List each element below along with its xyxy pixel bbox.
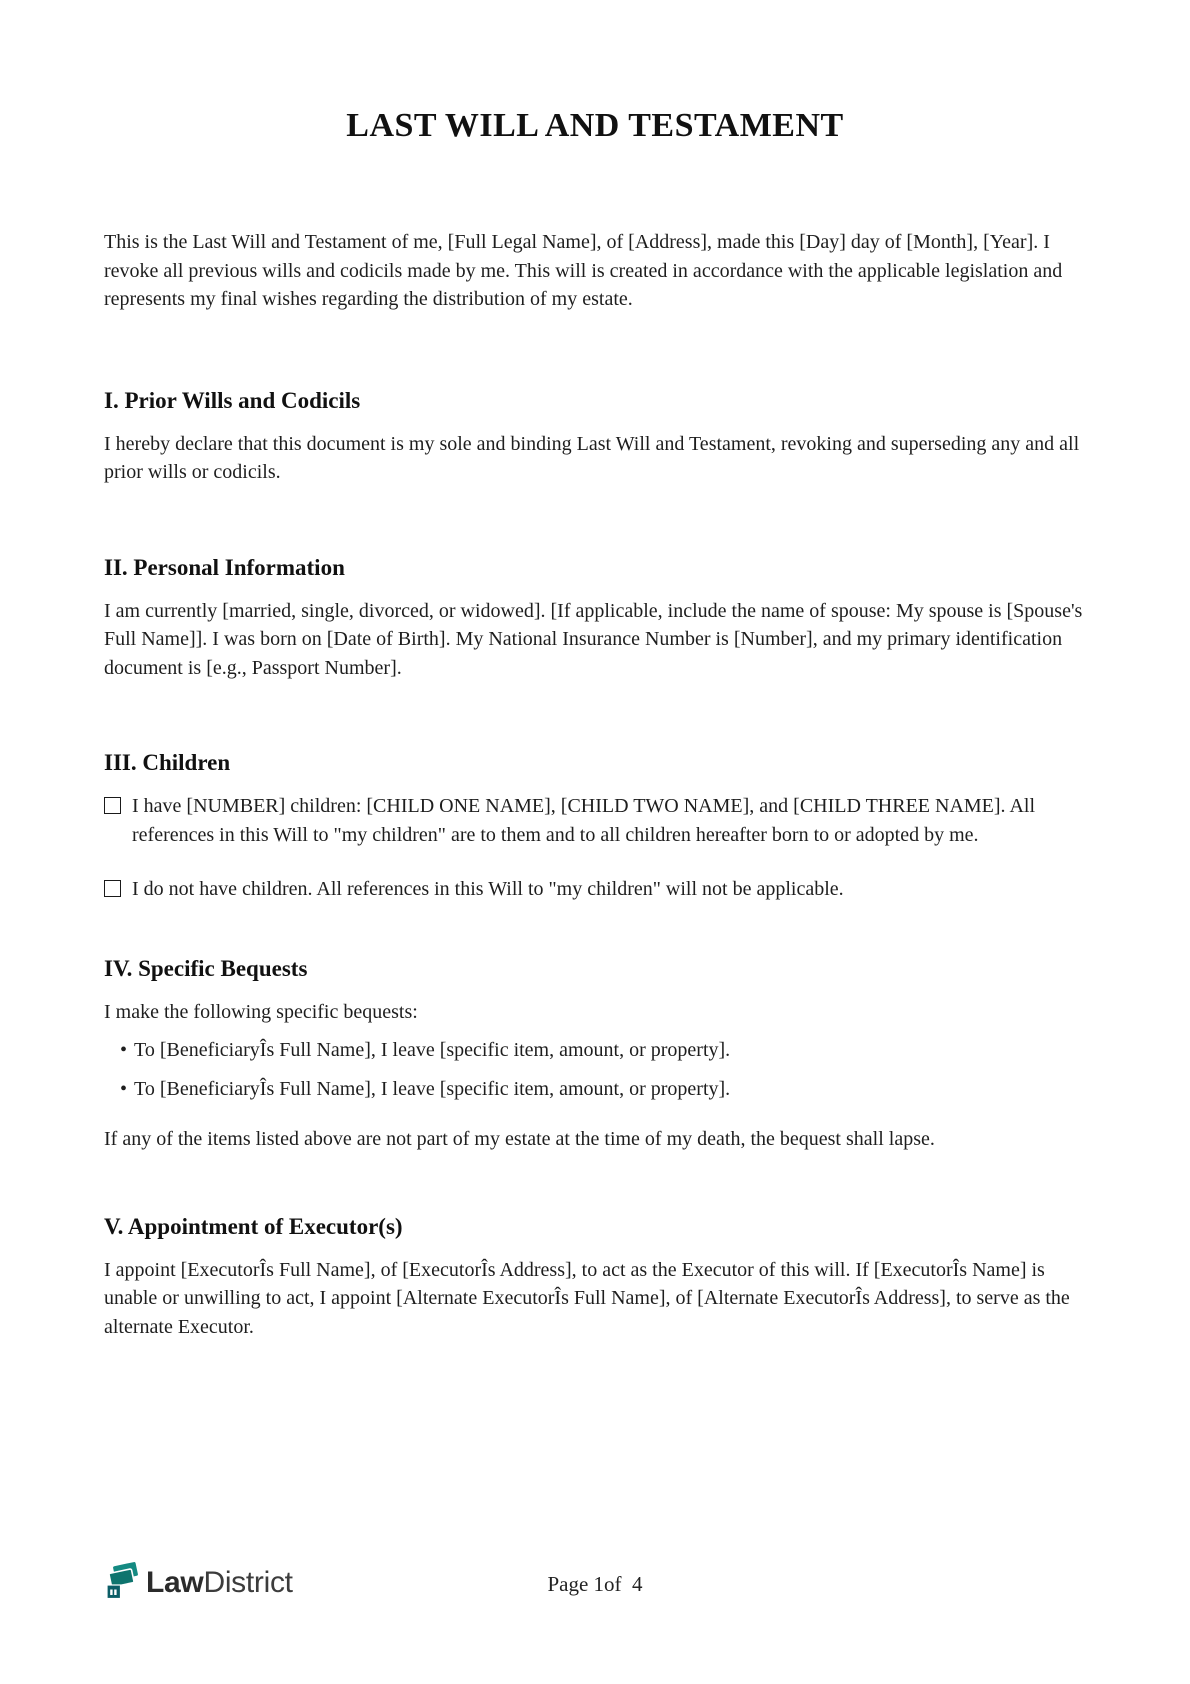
bequest-bullet-2 <box>104 1075 1086 1104</box>
page-number: Page 1of 4 <box>547 1572 643 1596</box>
section-heading-personal-information: II. Personal Information <box>104 554 345 580</box>
bequest-bullet-1-text: To [BeneficiaryÎs Full Name], I leave [specific item, amount, or property]. <box>134 1039 731 1061</box>
children-option-none <box>104 875 1086 904</box>
section-heading-executors: V. Appointment of Executor(s) <box>104 1213 403 1239</box>
children-option-have-label: I have [NUMBER] children: [CHILD ONE NAME], [CHILD TWO NAME], and [CHILD THREE NAME]. All references in this Will to "my children" are to them and to all children hereafter born to or adopted by me. <box>132 795 1035 846</box>
section-heading-prior-wills: I. Prior Wills and Codicils <box>104 387 361 413</box>
personal-information-paragraph: I am currently [married, single, divorced, or widowed]. [If applicable, include the name of spouse: My spouse is [Spouse's Full Name]]. I was born on [Date of Birth]. My National Insurance Number is [Number], and my primary identification document is [e.g., Passport Number]. <box>104 599 1083 679</box>
section-personal-information <box>104 553 1086 683</box>
children-option-have <box>104 792 1086 849</box>
prior-wills-paragraph: I hereby declare that this document is my sole and binding Last Will and Testament, revoking and superseding any and all prior wills or codicils. <box>104 432 1080 483</box>
section-prior-wills <box>104 386 1086 487</box>
page-footer <box>104 1560 1086 1620</box>
bequest-bullet-1 <box>104 1036 1086 1065</box>
bequest-bullet-2-text: To [BeneficiaryÎs Full Name], I leave [specific item, amount, or property]. <box>134 1077 731 1100</box>
bullet-icon: • <box>120 1077 128 1100</box>
section-children <box>104 748 1086 904</box>
bequests-lead: I make the following specific bequests: <box>104 1000 418 1023</box>
section-heading-specific-bequests: IV. Specific Bequests <box>104 955 308 981</box>
lawdistrict-logo <box>104 1562 293 1604</box>
children-option-none-label: I do not have children. All references in this Will to "my children" will not be applicable. <box>132 878 844 900</box>
bullet-icon: • <box>120 1039 128 1061</box>
section-specific-bequests <box>104 954 1086 1154</box>
brand-law-text: Law <box>146 1566 204 1599</box>
brand-district-text: District <box>203 1566 293 1599</box>
lawdistrict-documents-icon <box>104 1562 140 1604</box>
bequests-lapse-paragraph: If any of the items listed above are not part of my estate at the time of my death, the bequest shall lapse. <box>104 1128 935 1150</box>
executors-paragraph: I appoint [ExecutorÎs Full Name], of [ExecutorÎs Address], to act as the Executor of this will. If [ExecutorÎs Name] is unable or unwilling to act, I appoint [Alternate ExecutorÎs Full Name], of [Alternate ExecutorÎs Address], to serve as the alternate Executor. <box>104 1258 1070 1338</box>
section-heading-children: III. Children <box>104 750 231 775</box>
intro-paragraph: This is the Last Will and Testament of me, [Full Legal Name], of [Address], made this [Day] day of [Month], [Year]. I revoke all previous wills and codicils made by me. This will is created in accordance with the applicable legislation and represents my final wishes regarding the distribution of my estate. <box>104 231 1063 310</box>
checkbox-no-children[interactable] <box>104 880 121 897</box>
section-executors <box>104 1212 1086 1342</box>
document-title: LAST WILL AND TESTAMENT <box>346 107 844 144</box>
checkbox-have-children[interactable] <box>104 797 121 814</box>
